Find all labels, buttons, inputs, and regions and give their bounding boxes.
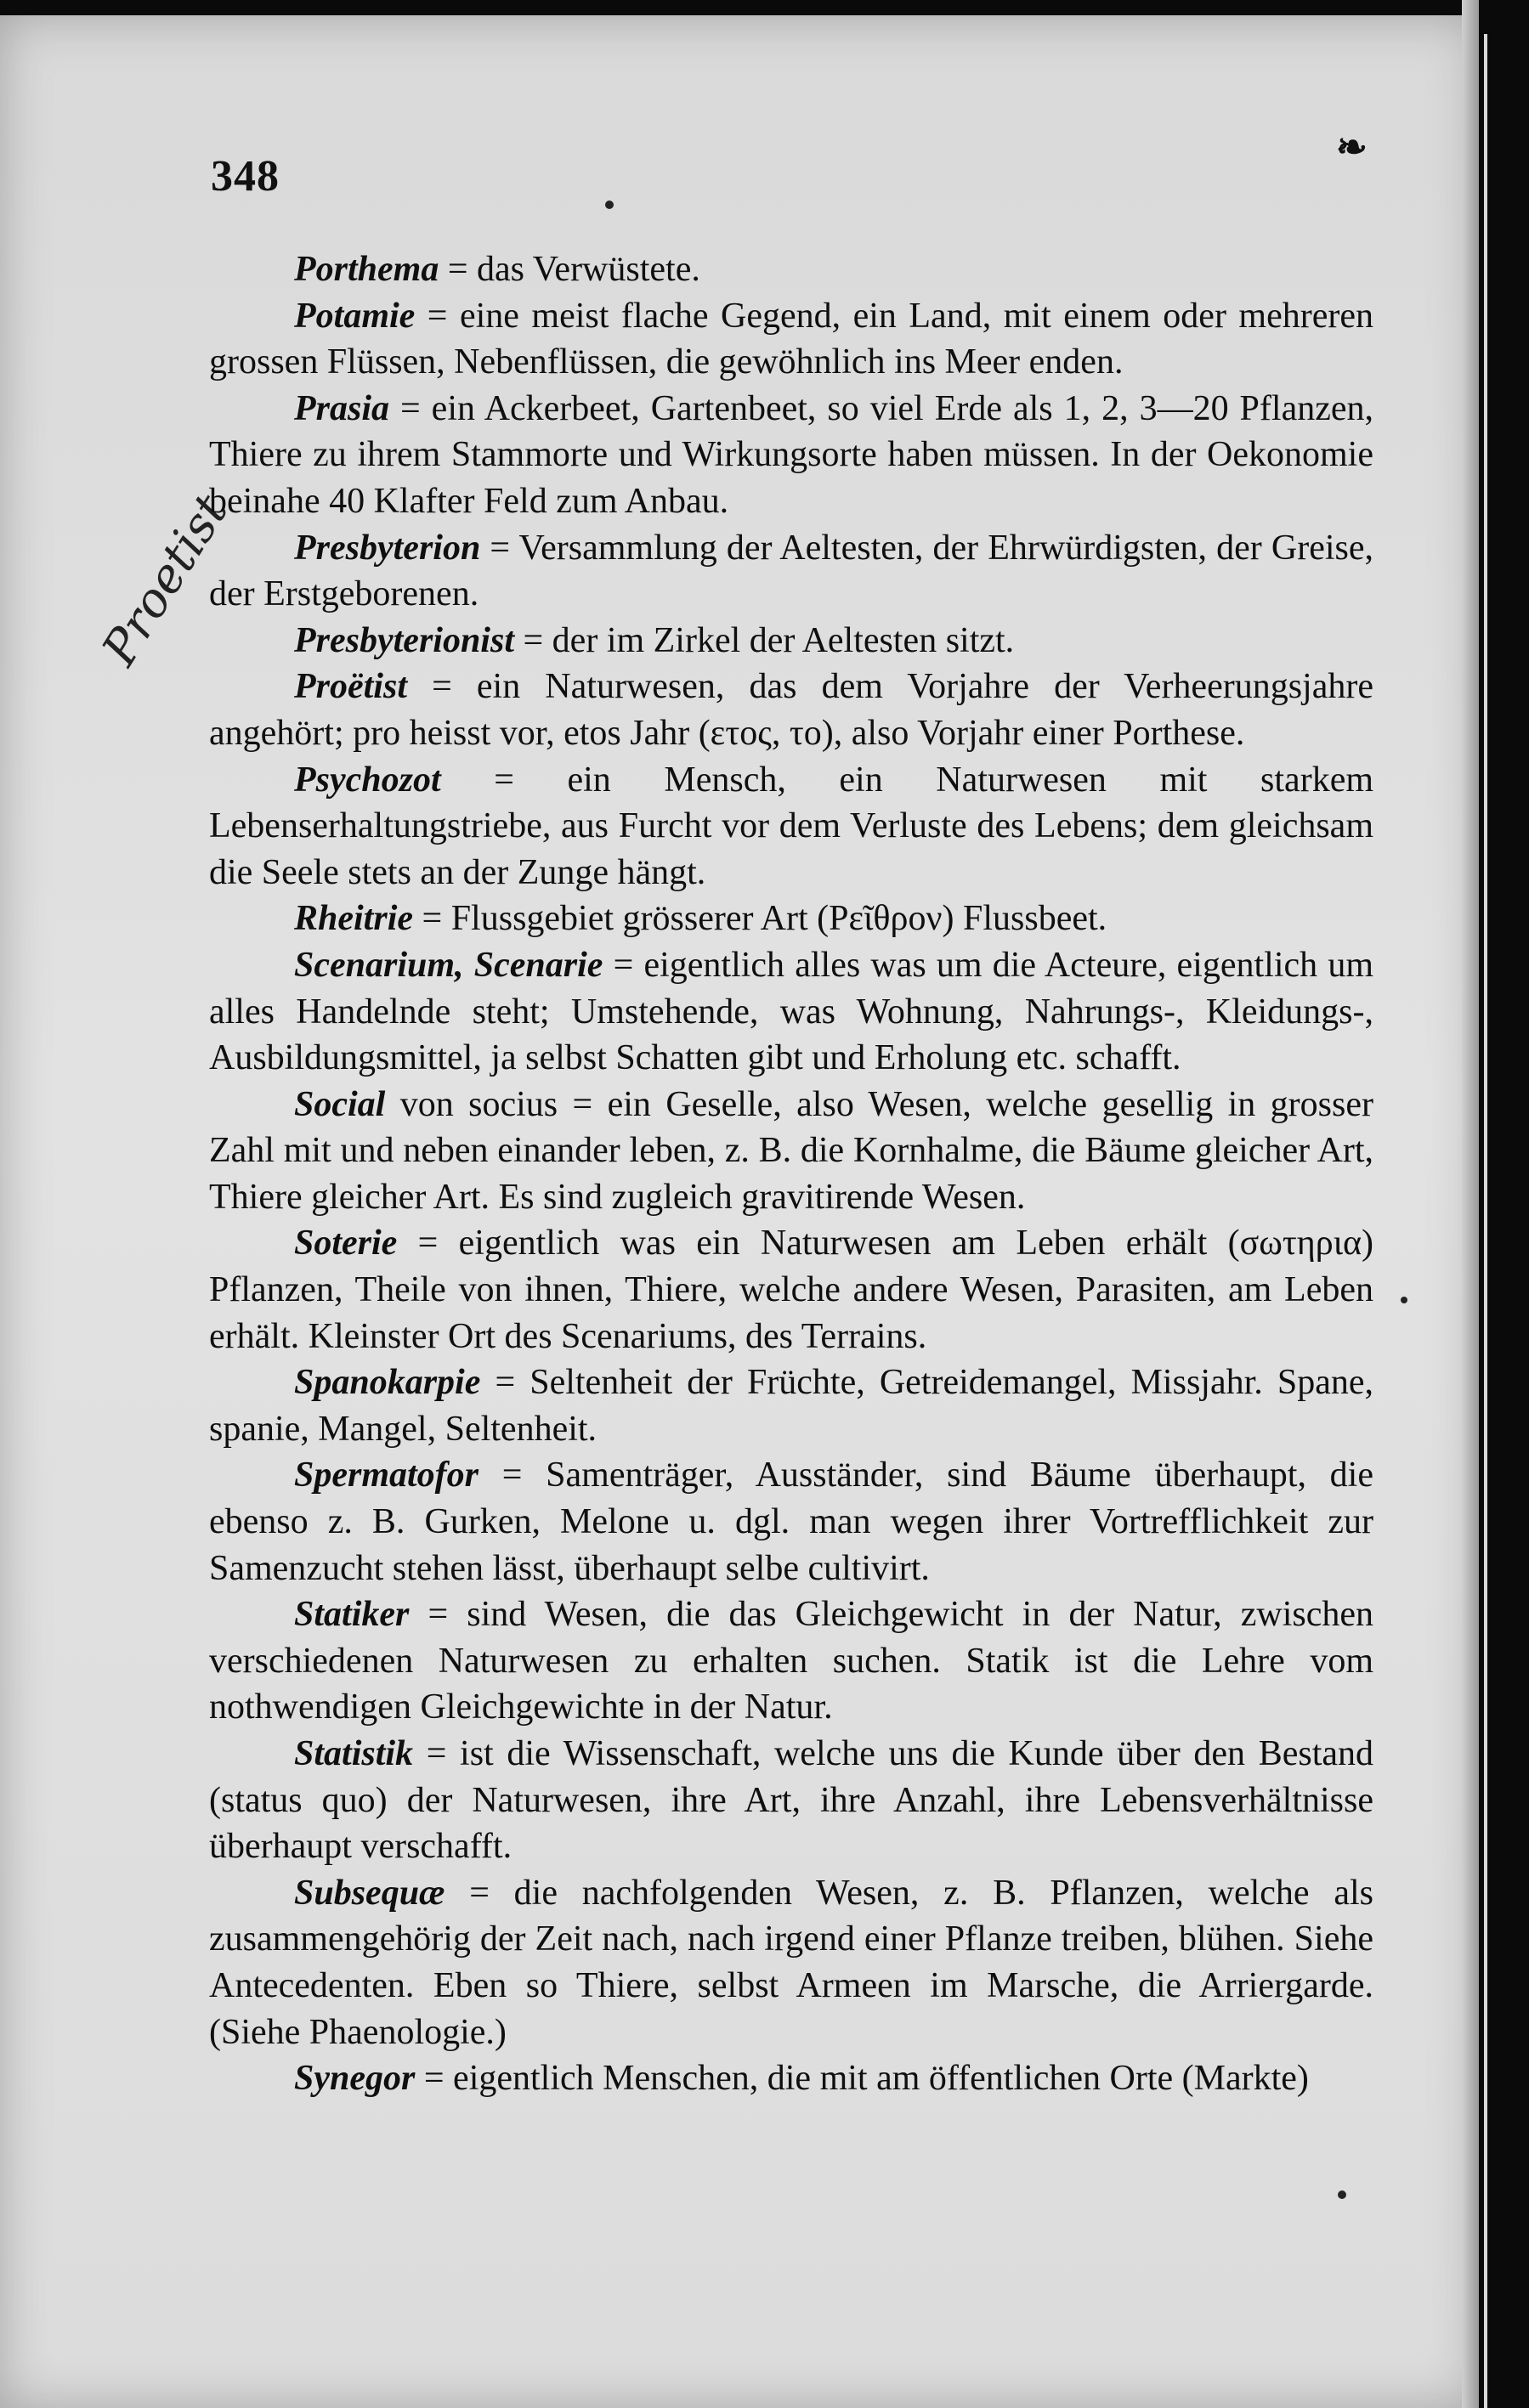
entry-term: Statistik bbox=[294, 1734, 414, 1773]
entry-term: Porthema bbox=[294, 250, 439, 289]
entry-term: Presbyterionist bbox=[294, 620, 514, 660]
entry-term: Proëtist bbox=[294, 667, 407, 707]
entry-definition: = eigentlich alles was um die Acteure, eigentlich um alles Handelnde steht; Umstehende, was Wohnung, Nahrungs-, Kleidungs-, Ausbildungsmittel, ja selbst Schatten gibt und Erholung etc. schafft. bbox=[209, 945, 1373, 1078]
page-number: 348 bbox=[211, 152, 280, 201]
entry bbox=[209, 1220, 1373, 1359]
entry bbox=[209, 293, 1373, 386]
entry-definition: = ist die Wissenschaft, welche uns die Kunde über den Bestand (status quo) der Naturwesen, ihre Art, ihre Anzahl, ihre Lebensverhältnisse überhaupt verschafft. bbox=[209, 1734, 1373, 1867]
entry-term: Scenarium, Scenarie bbox=[294, 945, 603, 985]
entry bbox=[209, 942, 1373, 1082]
entry-definition: = Samenträger, Ausständer, sind Bäume überhaupt, die ebenso z. B. Gurken, Melone u. dgl. man wegen ihrer Vortrefflichkeit zur Samenzucht stehen lässt, überhaupt selbe cultivirt. bbox=[209, 1456, 1373, 1588]
entry bbox=[209, 618, 1373, 664]
entry bbox=[209, 896, 1373, 942]
entry-definition: = der im Zirkel der Aeltesten sitzt. bbox=[514, 620, 1015, 660]
entry-term: Presbyterion bbox=[294, 528, 481, 568]
entry-definition: = ein Mensch, ein Naturwesen mit starkem Lebenserhaltungstriebe, aus Furcht vor dem Verluste des Lebens; dem gleichsam die Seele stets an der Zunge hängt. bbox=[209, 760, 1373, 892]
entry-definition: = eine meist flache Gegend, ein Land, mit einem oder mehreren grossen Flüssen, Nebenflüssen, die gewöhnlich ins Meer enden. bbox=[209, 296, 1373, 382]
entry-term: Rheitrie bbox=[294, 899, 414, 939]
entry-term: Synegor bbox=[294, 2059, 416, 2099]
entry-definition: = die nachfolgenden Wesen, z. B. Pflanzen, welche als zusammengehörig der Zeit nach, nach irgend einer Pflanze treiben, blühen. Siehe Antecedenten. Eben so Thiere, selbst Armeen im Marsche, die Arriergarde. (Siehe Phaenologie.) bbox=[209, 1873, 1373, 2052]
entry bbox=[209, 246, 1373, 293]
entry bbox=[209, 1082, 1373, 1221]
ink-speck bbox=[1338, 2190, 1346, 2199]
entry-term: Subsequæ bbox=[294, 1873, 445, 1913]
entry bbox=[209, 757, 1373, 896]
entry bbox=[209, 1731, 1373, 1870]
entry-definition: = Versammlung der Aeltesten, der Ehrwürdigsten, der Greise, der Erstgeborenen. bbox=[209, 528, 1373, 614]
handwritten-margin-note: Proetist bbox=[92, 484, 240, 675]
page-edge-line bbox=[1484, 34, 1487, 2408]
entry-term: Spanokarpie bbox=[294, 1363, 481, 1403]
entry-definition: = Seltenheit der Früchte, Getreidemangel, Missjahr. Spane, spanie, Mangel, Seltenheit. bbox=[209, 1363, 1373, 1449]
entry bbox=[209, 2055, 1373, 2102]
page-spine-edge bbox=[1462, 0, 1479, 2408]
entry-definition: = eigentlich was ein Naturwesen am Leben erhält (σωτηρια) Pflanzen, Theile von ihnen, Thiere, welche andere Wesen, Parasiten, am Leben erhält. Kleinster Ort des Scenariums, des Terrains. bbox=[209, 1224, 1373, 1356]
entry-term: Soterie bbox=[294, 1224, 398, 1263]
entry-definition: = eigentlich Menschen, die mit am öffentlichen Orte (Markte) bbox=[415, 2059, 1309, 2099]
ink-speck bbox=[1401, 1297, 1407, 1303]
entry bbox=[209, 1359, 1373, 1452]
entry bbox=[209, 1591, 1373, 1731]
entry-definition: = ein Ackerbeet, Gartenbeet, so viel Erde als 1, 2, 3—20 Pflanzen, Thiere zu ihrem Stammorte und Wirkungsorte haben müssen. In der Oekonomie beinahe 40 Klafter Feld zum Anbau. bbox=[209, 388, 1373, 521]
entry-term: Prasia bbox=[294, 388, 390, 428]
entry-definition: = Flussgebiet grösserer Art (Ρεῖθρον) Flussbeet. bbox=[413, 899, 1107, 939]
dictionary-text bbox=[209, 246, 1373, 2102]
entry-definition: = ein Naturwesen, das dem Vorjahre der Verheerungsjahre angehört; pro heisst vor, etos Jahr (ετος, το), also Vorjahr einer Porthese. bbox=[209, 667, 1373, 753]
entry-term: Social bbox=[294, 1084, 386, 1124]
entry bbox=[209, 386, 1373, 525]
entry-term: Potamie bbox=[294, 296, 416, 336]
corner-ornament-icon: ❧ bbox=[1336, 127, 1368, 168]
ink-speck bbox=[605, 201, 614, 209]
entry bbox=[209, 664, 1373, 756]
entry-definition: = sind Wesen, die das Gleichgewicht in der Natur, zwischen verschiedenen Naturwesen zu erhalten suchen. Statik ist die Lehre vom nothwendigen Gleichgewichte in der Natur. bbox=[209, 1595, 1373, 1727]
entry-definition: von socius = ein Geselle, also Wesen, welche gesellig in grosser Zahl mit und neben einander leben, z. B. die Kornhalme, die Bäume gleicher Art, Thiere gleicher Art. Es sind zugleich gravitirende Wesen. bbox=[209, 1084, 1373, 1217]
entry bbox=[209, 1452, 1373, 1591]
entry bbox=[209, 525, 1373, 618]
entry bbox=[209, 1870, 1373, 2055]
entry-term: Spermatofor bbox=[294, 1456, 479, 1495]
entry-term: Psychozot bbox=[294, 760, 441, 800]
entry-definition: = das Verwüstete. bbox=[439, 250, 700, 289]
entry-term: Statiker bbox=[294, 1595, 410, 1635]
